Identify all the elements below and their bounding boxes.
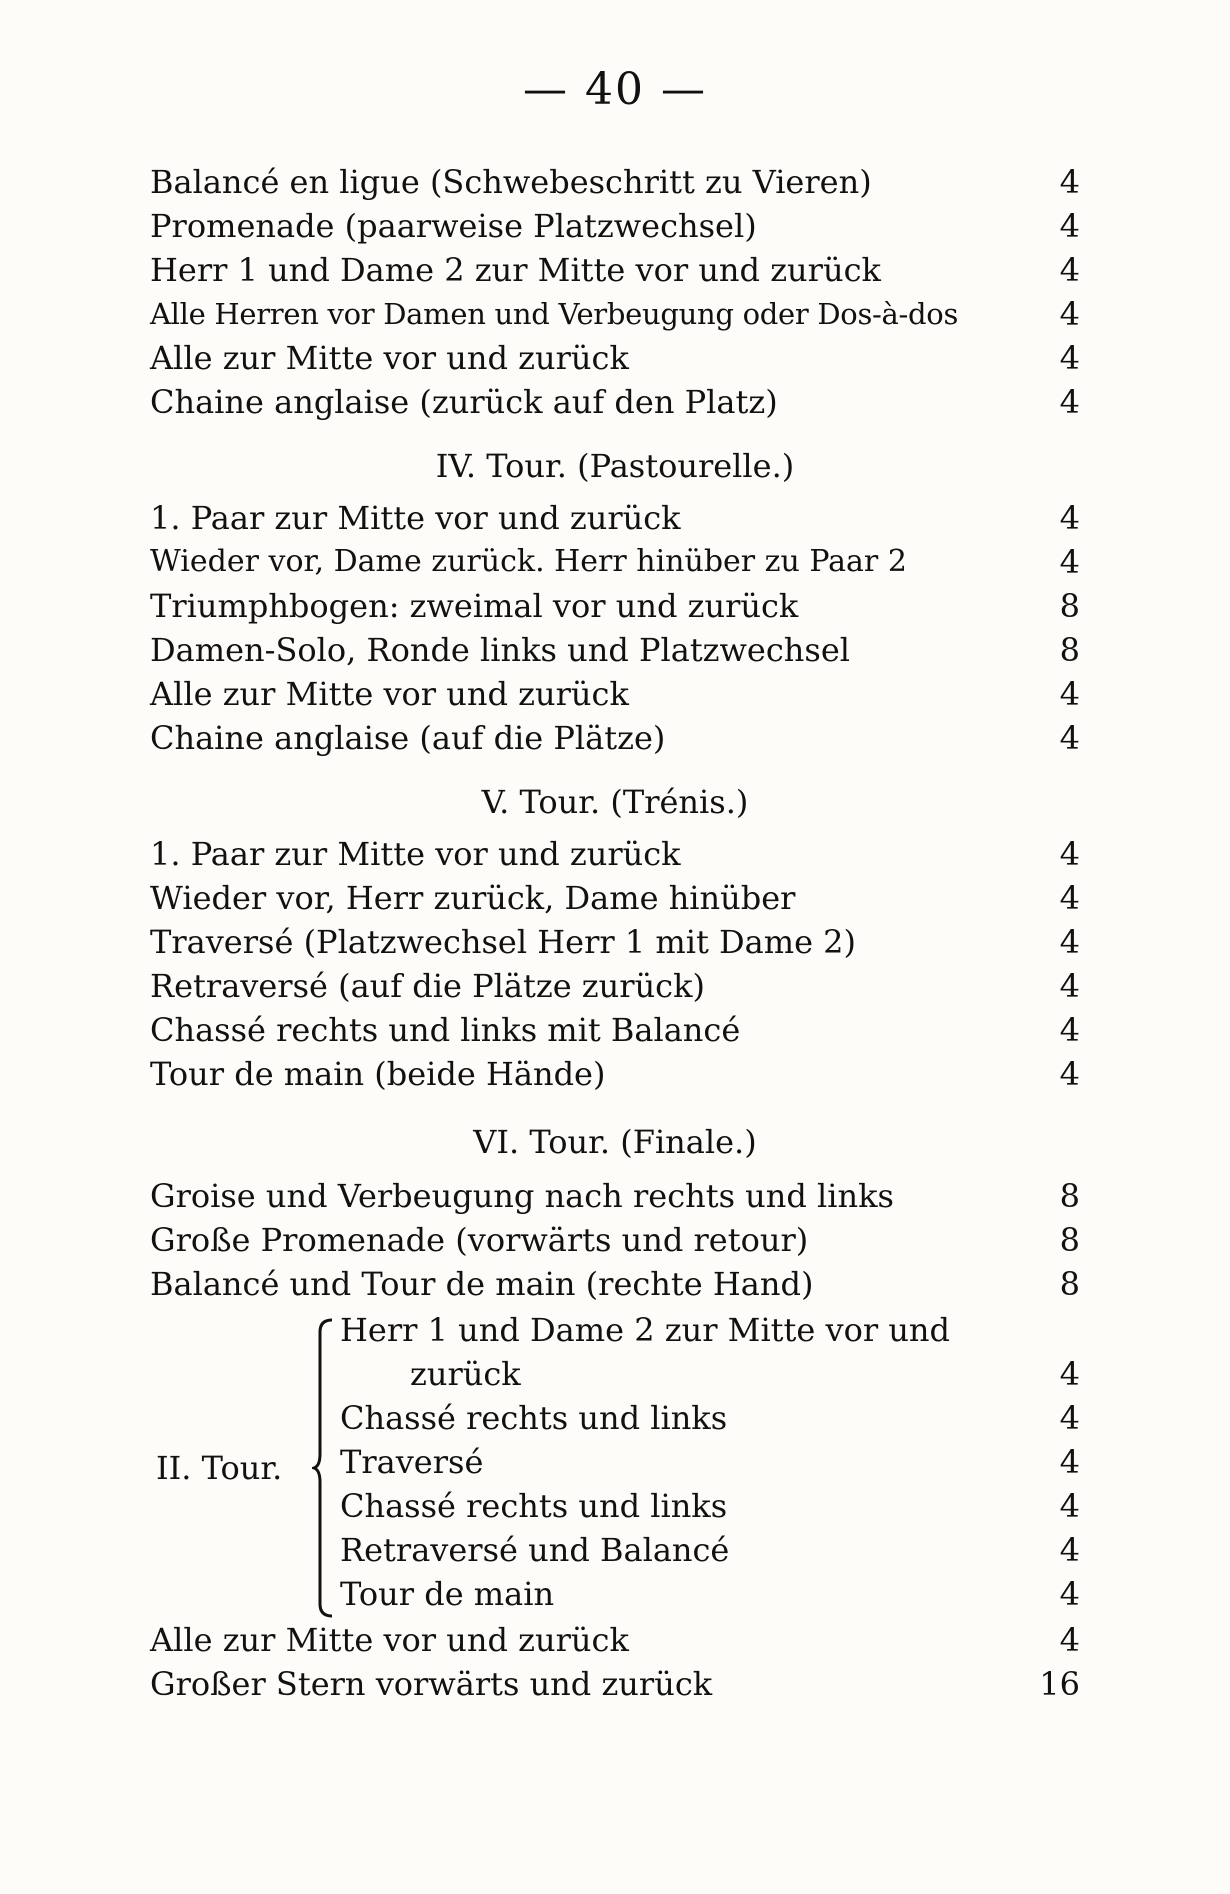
item-count: 4 — [1059, 499, 1080, 537]
list-item — [150, 160, 1080, 204]
list-item — [340, 1572, 1080, 1616]
item-text: 1. Paar zur Mitte vor und zurück — [150, 499, 681, 537]
item-text: Chaine anglaise (auf die Plätze) — [150, 719, 666, 757]
item-count: 4 — [1059, 1487, 1080, 1525]
list-item — [150, 496, 1080, 540]
item-text: Wieder vor, Herr zurück, Dame hinüber — [150, 879, 796, 917]
item-count: 4 — [1059, 295, 1080, 333]
item-text: Tour de main (beide Hände) — [150, 1055, 606, 1093]
list-item — [150, 292, 1080, 336]
list-item — [340, 1308, 1080, 1352]
item-text: Alle zur Mitte vor und zurück — [150, 675, 629, 713]
list-item — [150, 716, 1080, 760]
item-count: 4 — [1059, 923, 1080, 961]
list-item — [150, 964, 1080, 1008]
list-item — [150, 1052, 1080, 1096]
list-item — [150, 248, 1080, 292]
list-item — [340, 1396, 1080, 1440]
item-text: Alle Herren vor Damen und Verbeugung oder Dos-à-dos — [150, 297, 959, 331]
list-item — [150, 1218, 1080, 1262]
item-text: Balancé en ligue (Schwebeschritt zu Vieren) — [150, 163, 872, 201]
item-count: 8 — [1059, 1221, 1080, 1259]
item-count: 4 — [1059, 1399, 1080, 1437]
item-text: Triumphbogen: zweimal vor und zurück — [150, 587, 799, 625]
list-item — [340, 1440, 1080, 1484]
list-item — [150, 204, 1080, 248]
item-count: 16 — [1039, 1665, 1080, 1703]
list-item — [150, 920, 1080, 964]
item-count: 4 — [1059, 1355, 1080, 1393]
item-count: 4 — [1059, 719, 1080, 757]
list-item — [150, 832, 1080, 876]
list-item — [150, 1662, 1080, 1706]
item-count: 4 — [1059, 339, 1080, 377]
item-text: Wieder vor, Dame zurück. Herr hinüber zu Paar 2 — [150, 544, 907, 579]
item-count: 8 — [1059, 587, 1080, 625]
item-count: 4 — [1059, 163, 1080, 201]
section-heading: V. Tour. (Trénis.) — [481, 783, 749, 821]
item-text: Traversé (Platzwechsel Herr 1 mit Dame 2) — [150, 923, 857, 961]
list-item — [150, 1008, 1080, 1052]
list-item — [150, 876, 1080, 920]
list-item — [150, 1262, 1080, 1306]
item-text: Damen-Solo, Ronde links und Platzwechsel — [150, 631, 850, 669]
item-text: Großer Stern vorwärts und zurück — [150, 1665, 713, 1703]
section-heading: VI. Tour. (Finale.) — [473, 1123, 757, 1161]
list-item — [150, 336, 1080, 380]
list-item — [150, 672, 1080, 716]
item-count: 4 — [1059, 1443, 1080, 1481]
item-text: Retraversé und Balancé — [340, 1531, 730, 1569]
item-count: 4 — [1059, 1575, 1080, 1613]
section-heading: IV. Tour. (Pastourelle.) — [435, 447, 795, 485]
item-count: 8 — [1059, 631, 1080, 669]
item-text: Retraversé (auf die Plätze zurück) — [150, 967, 705, 1005]
item-count: 4 — [1059, 383, 1080, 421]
list-item — [150, 1174, 1080, 1218]
list-item — [340, 1528, 1080, 1572]
item-count: 4 — [1059, 543, 1080, 581]
item-count: 4 — [1059, 1621, 1080, 1659]
list-item — [150, 1618, 1080, 1662]
item-count: 4 — [1059, 207, 1080, 245]
item-text: Chaine anglaise (zurück auf den Platz) — [150, 383, 778, 421]
item-text: Chassé rechts und links — [340, 1487, 728, 1525]
item-count: 4 — [1059, 835, 1080, 873]
page-number: — 40 — — [523, 64, 707, 115]
item-count: 8 — [1059, 1265, 1080, 1303]
item-count: 4 — [1059, 967, 1080, 1005]
item-text: zurück — [410, 1355, 521, 1393]
curly-brace — [312, 1318, 336, 1618]
item-count: 4 — [1059, 1011, 1080, 1049]
list-item — [150, 628, 1080, 672]
item-count: 4 — [1059, 675, 1080, 713]
list-item — [150, 380, 1080, 424]
group-label: II. Tour. — [156, 1449, 283, 1487]
item-text: Balancé und Tour de main (rechte Hand) — [150, 1265, 814, 1303]
item-text: Tour de main — [340, 1575, 555, 1613]
item-text: 1. Paar zur Mitte vor und zurück — [150, 835, 681, 873]
list-item — [340, 1484, 1080, 1528]
item-text: Chassé rechts und links — [340, 1399, 728, 1437]
item-text: Große Promenade (vorwärts und retour) — [150, 1221, 809, 1259]
item-text: Herr 1 und Dame 2 zur Mitte vor und zurück — [150, 251, 881, 289]
item-count: 4 — [1059, 879, 1080, 917]
item-count: 4 — [1059, 1055, 1080, 1093]
item-text: Promenade (paarweise Platzwechsel) — [150, 207, 757, 245]
list-item — [340, 1352, 1080, 1396]
item-count: 4 — [1059, 251, 1080, 289]
item-text: Groise und Verbeugung nach rechts und links — [150, 1177, 894, 1215]
item-text: Alle zur Mitte vor und zurück — [150, 339, 629, 377]
item-text: Traversé — [340, 1443, 484, 1481]
item-count: 8 — [1059, 1177, 1080, 1215]
list-item — [150, 584, 1080, 628]
list-item — [150, 540, 1080, 584]
item-text: Chassé rechts und links mit Balancé — [150, 1011, 741, 1049]
item-text: Alle zur Mitte vor und zurück — [150, 1621, 629, 1659]
item-text: Herr 1 und Dame 2 zur Mitte vor und — [340, 1311, 951, 1349]
item-count: 4 — [1059, 1531, 1080, 1569]
